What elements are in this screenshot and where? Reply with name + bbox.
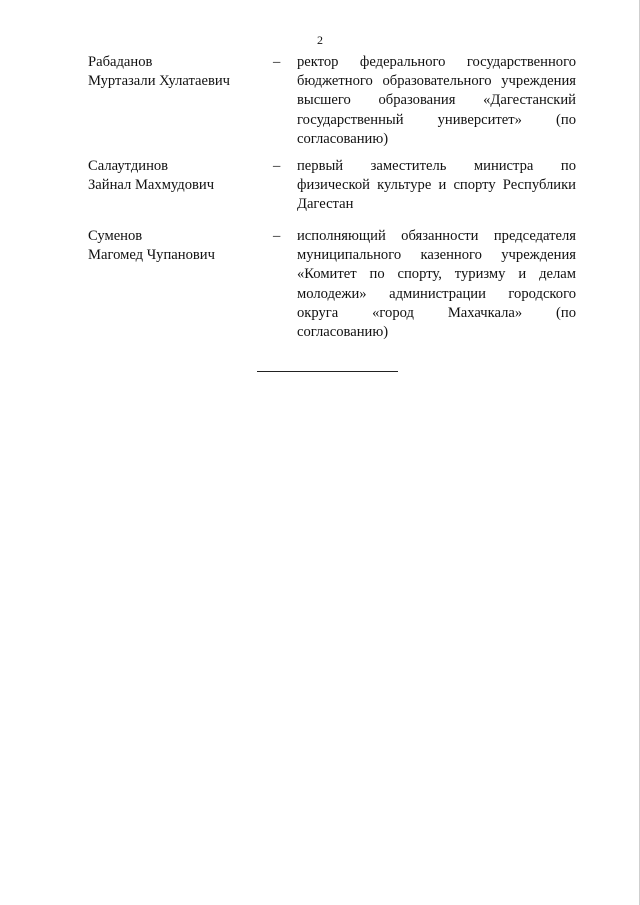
position-line: округа «город Махачкала» (по: [297, 304, 576, 321]
position-line: первый заместитель министра по: [297, 158, 576, 174]
member-given-names: Зайнал Махмудович: [88, 177, 215, 194]
member-position: [297, 53, 576, 149]
position-line: молодежи» администрации городского: [297, 285, 576, 302]
position-line: государственный университет» (по: [297, 111, 576, 128]
member-surname: Салаутдинов: [88, 158, 169, 174]
end-divider-line: [257, 371, 398, 372]
member-surname: Рабаданов: [88, 54, 153, 70]
member-name: [88, 53, 258, 91]
position-line: физической культуре и спорту Республики: [297, 177, 576, 194]
position-line: «Комитет по спорту, туризму и делам: [297, 266, 576, 283]
position-line: согласованию): [297, 324, 389, 341]
position-line: высшего образования «Дагестанский: [297, 92, 576, 109]
member-name: [88, 157, 258, 195]
dash-separator: –: [273, 158, 281, 174]
position-line: согласованию): [297, 130, 389, 147]
member-name: [88, 227, 258, 265]
page-number: 2: [317, 33, 323, 47]
position-line: Дагестан: [297, 196, 354, 213]
dash-separator: –: [273, 54, 281, 70]
position-line: ректор федерального государственного: [297, 54, 576, 70]
member-position: [297, 157, 576, 215]
member-given-names: Муртазали Хулатаевич: [88, 73, 231, 90]
member-position: [297, 227, 576, 342]
dash-separator: –: [273, 228, 281, 244]
position-line: бюджетного образовательного учреждения: [297, 73, 576, 90]
position-line: исполняющий обязанности председателя: [297, 228, 576, 244]
member-given-names: Магомед Чупанович: [88, 247, 215, 264]
position-line: муниципального казенного учреждения: [297, 247, 576, 264]
member-surname: Суменов: [88, 228, 143, 244]
